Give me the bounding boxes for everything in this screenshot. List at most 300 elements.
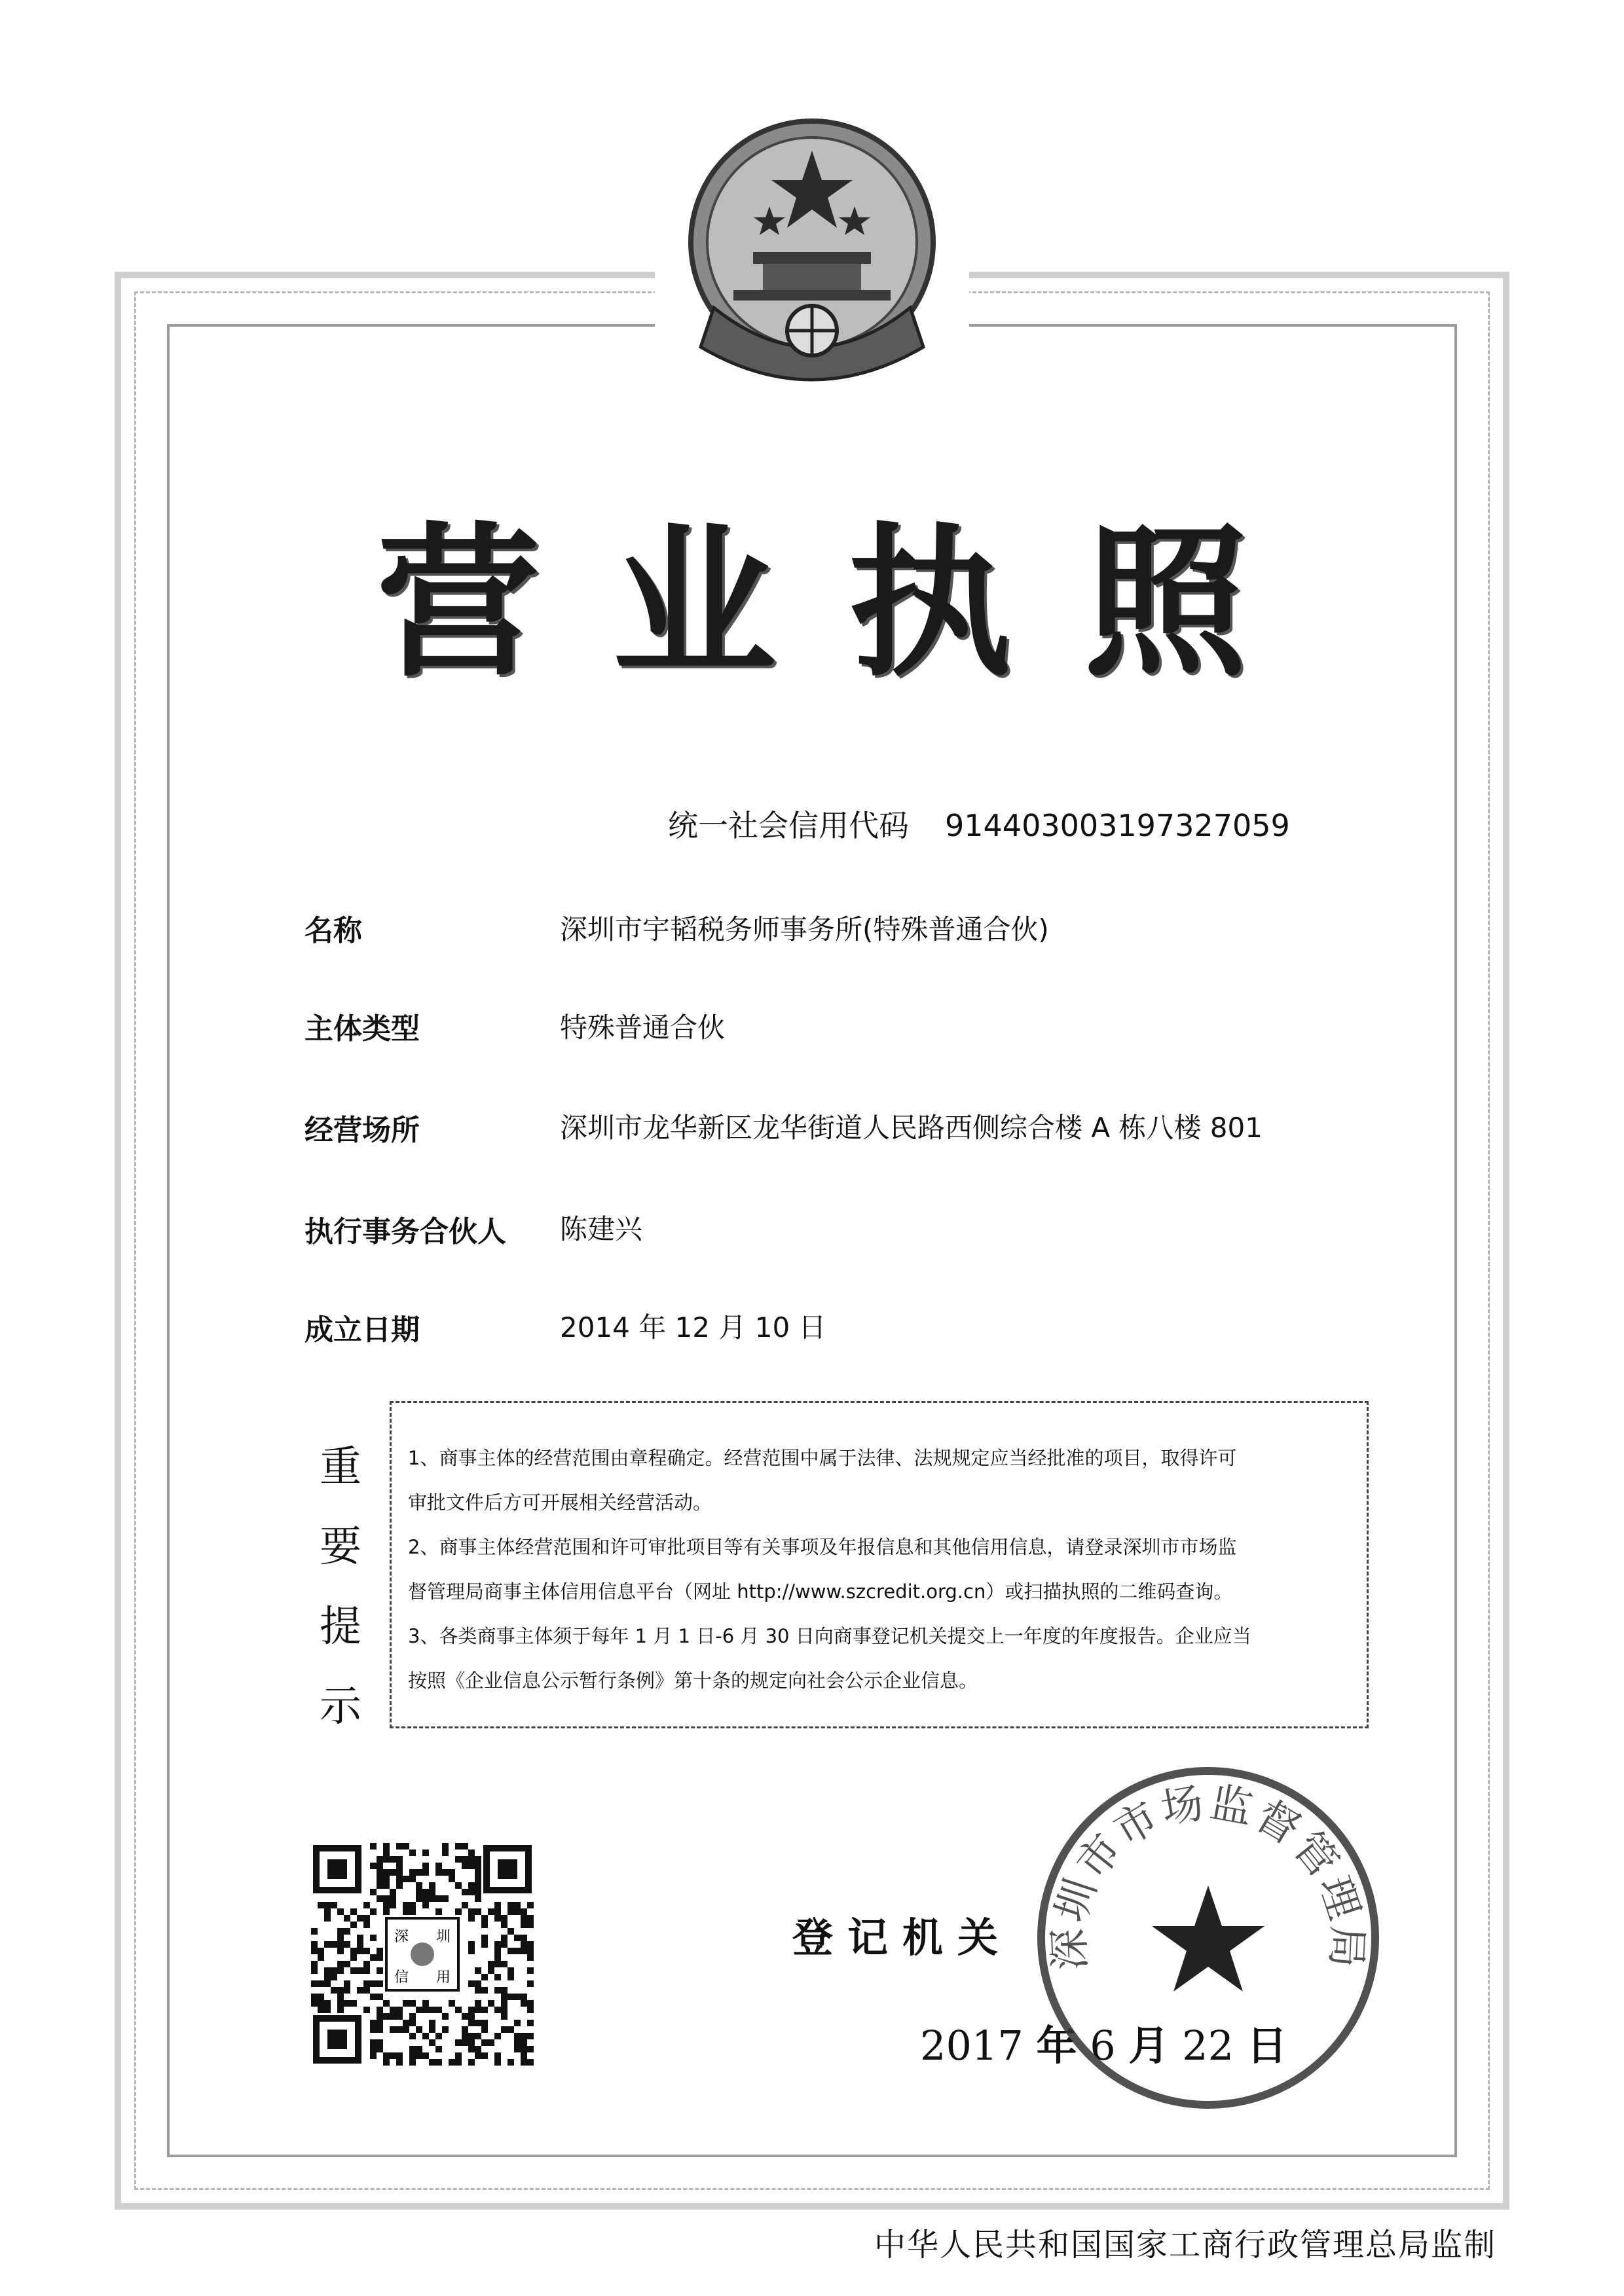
qr-module — [377, 1856, 383, 1863]
qr-module — [429, 2020, 435, 2026]
qr-module — [324, 1941, 331, 1948]
qr-module — [501, 1987, 507, 1994]
document-title: 营业执照 — [377, 506, 1320, 699]
qr-module — [468, 2013, 475, 2020]
qr-center-char: 圳 — [435, 1929, 451, 1945]
qr-module — [514, 1902, 521, 1908]
qr-module — [521, 2033, 527, 2039]
qr-module — [357, 1948, 363, 1954]
qr-module — [403, 1908, 409, 1915]
qr-module — [507, 2059, 514, 2066]
registration-year: 2017 — [920, 2022, 1024, 2069]
qr-module — [331, 1941, 337, 1948]
qr-module — [344, 1961, 350, 1967]
notice-heading-char: 示 — [320, 1683, 361, 1731]
qr-module — [396, 1876, 403, 1882]
qr-module — [468, 1908, 475, 1915]
qr-module — [370, 2039, 377, 2046]
qr-module — [475, 1889, 481, 1895]
qr-module — [409, 1908, 416, 1915]
qr-module — [377, 1895, 383, 1902]
qr-module — [481, 2026, 488, 2033]
qr-center-char: 深 — [394, 1929, 409, 1945]
field-label-business-address: 经营场所 — [304, 1114, 420, 1147]
qr-module — [363, 1987, 370, 1994]
qr-module — [429, 1895, 435, 1902]
qr-module — [521, 2046, 527, 2052]
qr-module — [468, 2033, 475, 2039]
qr-module — [435, 1895, 442, 1902]
qr-module — [324, 1974, 331, 1980]
qr-module — [409, 2046, 416, 2052]
qr-module — [390, 1869, 396, 1876]
qr-code-icon[interactable] — [311, 1843, 534, 2066]
qr-module — [501, 1994, 507, 2000]
qr-module — [455, 1908, 462, 1915]
credit-code-label: 统一社会信用代码 — [668, 808, 909, 843]
qr-module — [383, 1843, 390, 1850]
qr-module — [396, 2026, 403, 2033]
qr-module — [403, 2000, 409, 2007]
qr-module — [324, 1980, 331, 1987]
qr-module — [514, 2039, 521, 2046]
qr-module — [449, 2000, 455, 2007]
qr-module — [527, 1954, 534, 1961]
qr-module — [429, 2039, 435, 2046]
qr-module — [363, 1948, 370, 1954]
registration-day: 22 — [1182, 2022, 1234, 2069]
qr-module — [481, 1935, 488, 1941]
qr-module — [527, 1948, 534, 1954]
qr-module — [494, 1987, 501, 1994]
qr-module — [409, 2059, 416, 2066]
qr-module — [409, 1869, 416, 1876]
credit-code-line — [668, 802, 1290, 845]
qr-module — [494, 2052, 501, 2059]
qr-module — [370, 1843, 377, 1850]
qr-module — [403, 2020, 409, 2026]
qr-module — [494, 1954, 501, 1961]
notice-heading — [318, 1427, 363, 1747]
qr-module — [370, 2020, 377, 2026]
footer-supervision: 中华人民共和国国家工商行政管理总局监制 — [874, 2227, 1497, 2263]
qr-module — [449, 1876, 455, 1882]
qr-module — [501, 2026, 507, 2033]
qr-module — [527, 1915, 534, 1922]
qr-module — [311, 1961, 318, 1967]
qr-module — [409, 2013, 416, 2020]
qr-module — [383, 1876, 390, 1882]
qr-module — [481, 2007, 488, 2013]
qr-module — [494, 1948, 501, 1954]
qr-module — [455, 2007, 462, 2013]
field-label-name: 名称 — [304, 914, 362, 947]
qr-module — [449, 2059, 455, 2066]
qr-module — [475, 1967, 481, 1974]
qr-module — [475, 1863, 481, 1869]
qr-module — [318, 1980, 324, 1987]
qr-module — [396, 1863, 403, 1869]
qr-module — [416, 1889, 422, 1895]
qr-module — [462, 2033, 468, 2039]
qr-module — [501, 1915, 507, 1922]
qr-module — [475, 2000, 481, 2007]
qr-module — [475, 2033, 481, 2039]
qr-module — [429, 1882, 435, 1889]
qr-module — [481, 1987, 488, 1994]
qr-module — [409, 1876, 416, 1882]
qr-module — [422, 1902, 429, 1908]
qr-module — [468, 1889, 475, 1895]
qr-module — [383, 2000, 390, 2007]
qr-module — [462, 2026, 468, 2033]
qr-module — [370, 1863, 377, 1869]
notice-heading-char: 提 — [320, 1603, 361, 1651]
qr-module — [383, 2059, 390, 2066]
qr-module — [383, 1882, 390, 1889]
qr-module — [468, 2059, 475, 2066]
qr-module — [468, 2039, 475, 2046]
qr-module — [331, 1967, 337, 1974]
qr-module — [455, 2052, 462, 2059]
qr-module — [344, 2000, 350, 2007]
qr-module — [527, 1980, 534, 1987]
qr-module — [435, 2033, 442, 2039]
qr-module — [416, 1869, 422, 1876]
qr-module — [488, 2039, 494, 2046]
qr-module — [455, 2039, 462, 2046]
qr-module — [311, 1994, 318, 2000]
qr-module — [521, 2039, 527, 2046]
registration-authority-label: 登记机关 — [792, 1914, 1013, 1961]
qr-module — [370, 1994, 377, 2000]
qr-module — [475, 2046, 481, 2052]
qr-module — [462, 1856, 468, 1863]
qr-module — [370, 2026, 377, 2033]
qr-module — [416, 2046, 422, 2052]
qr-module — [403, 1902, 409, 1908]
qr-module — [475, 2007, 481, 2013]
qr-module — [344, 1928, 350, 1935]
qr-module — [422, 2007, 429, 2013]
qr-module — [377, 1876, 383, 1882]
qr-module — [507, 2026, 514, 2033]
qr-module — [468, 1882, 475, 1889]
qr-module — [507, 1902, 514, 1908]
qr-module — [494, 2059, 501, 2066]
qr-module — [370, 1954, 377, 1961]
qr-module — [311, 1967, 318, 1974]
qr-module — [337, 1908, 344, 1915]
seal-text: 深圳市市场监督管理局 — [1044, 1778, 1372, 1971]
qr-module — [494, 1902, 501, 1908]
qr-module — [521, 1948, 527, 1954]
qr-module — [514, 1908, 521, 1915]
notice-line: 1、商事主体的经营范围由章程确定。经营范围中属于法律、法规规定应当经批准的项目，取得许可 — [408, 1447, 1237, 1469]
qr-module — [422, 2000, 429, 2007]
qr-module — [435, 2007, 442, 2013]
qr-module — [435, 2059, 442, 2066]
notice-line: 按照《企业信息公示暂行条例》第十条的规定向社会公示企业信息。 — [408, 1669, 978, 1692]
qr-module — [475, 1908, 481, 1915]
qr-module — [422, 1850, 429, 1856]
qr-module — [377, 1863, 383, 1869]
qr-module — [501, 2007, 507, 2013]
qr-module — [318, 1954, 324, 1961]
qr-module — [324, 2007, 331, 2013]
qr-module — [455, 1843, 462, 1850]
qr-module — [318, 1902, 324, 1908]
qr-module — [377, 1994, 383, 2000]
qr-module — [527, 2020, 534, 2026]
qr-module — [468, 2007, 475, 2013]
qr-module — [501, 1935, 507, 1941]
qr-module — [462, 2013, 468, 2020]
qr-module — [494, 1941, 501, 1948]
notice-heading-char: 重 — [320, 1443, 361, 1491]
qr-module — [442, 1895, 449, 1902]
qr-module — [357, 1941, 363, 1948]
qr-module — [527, 2046, 534, 2052]
qr-module — [442, 1843, 449, 1850]
qr-module — [377, 2020, 383, 2026]
qr-module — [396, 2052, 403, 2059]
qr-module — [527, 1941, 534, 1948]
field-value-name: 深圳市宇韬税务师事务所(特殊普通合伙) — [560, 913, 1049, 945]
qr-module — [455, 1882, 462, 1889]
qr-module — [527, 2059, 534, 2066]
qr-center-char: 用 — [435, 1969, 451, 1986]
qr-module — [462, 2039, 468, 2046]
field-label-entity-type: 主体类型 — [304, 1012, 420, 1046]
qr-module — [416, 1895, 422, 1902]
qr-module — [416, 2007, 422, 2013]
qr-module — [429, 2026, 435, 2033]
qr-module — [318, 2007, 324, 2013]
qr-module — [521, 1922, 527, 1928]
qr-module — [337, 1935, 344, 1941]
qr-module — [475, 1882, 481, 1889]
qr-module — [363, 1961, 370, 1967]
qr-module — [363, 1902, 370, 1908]
qr-module — [311, 1941, 318, 1948]
qr-module — [396, 1856, 403, 1863]
qr-module — [468, 1915, 475, 1922]
qr-module — [514, 1994, 521, 2000]
qr-module — [370, 1980, 377, 1987]
qr-module — [481, 1915, 488, 1922]
qr-module — [501, 2000, 507, 2007]
qr-module — [337, 2000, 344, 2007]
qr-module — [409, 2000, 416, 2007]
qr-module — [350, 2000, 357, 2007]
qr-module — [527, 1902, 534, 1908]
qr-module — [337, 2007, 344, 2013]
qr-module — [370, 2046, 377, 2052]
qr-module — [390, 1895, 396, 1902]
qr-module — [462, 1889, 468, 1895]
qr-module — [449, 1869, 455, 1876]
qr-module — [475, 1980, 481, 1987]
qr-module — [357, 1915, 363, 1922]
qr-module — [311, 1948, 318, 1954]
qr-module — [514, 2046, 521, 2052]
field-label-established-date: 成立日期 — [304, 1313, 420, 1347]
qr-module — [324, 1967, 331, 1974]
qr-module — [442, 2013, 449, 2020]
qr-module — [331, 1987, 337, 1994]
qr-module — [521, 1935, 527, 1941]
qr-module — [468, 1948, 475, 1954]
qr-module — [383, 1902, 390, 1908]
qr-module — [475, 2020, 481, 2026]
qr-module — [344, 1987, 350, 1994]
qr-module — [429, 2059, 435, 2066]
qr-module — [377, 1980, 383, 1987]
qr-module — [429, 1889, 435, 1895]
notice-line: 督管理局商事主体信用信息平台（网址 http://www.szcredit.org.cn）或扫描执照的二维码查询。 — [408, 1580, 1233, 1603]
qr-module — [514, 2033, 521, 2039]
qr-module — [370, 1935, 377, 1941]
qr-module — [396, 1843, 403, 1850]
registration-month: 6 — [1090, 2022, 1116, 2069]
qr-module — [350, 1967, 357, 1974]
qr-module — [501, 2013, 507, 2020]
qr-module — [429, 2007, 435, 2013]
qr-module — [527, 2007, 534, 2013]
qr-module — [507, 1908, 514, 1915]
notice-box — [390, 1401, 1369, 1728]
qr-module — [422, 1889, 429, 1895]
qr-module — [468, 1980, 475, 1987]
qr-module — [527, 1922, 534, 1928]
field-value-entity-type: 特殊普通合伙 — [560, 1011, 726, 1044]
qr-module — [337, 1987, 344, 1994]
qr-module — [318, 1948, 324, 1954]
qr-module — [514, 1948, 521, 1954]
qr-module — [377, 1882, 383, 1889]
qr-module — [507, 1967, 514, 1974]
qr-module — [350, 1954, 357, 1961]
official-seal-icon — [1025, 1755, 1392, 2121]
qr-module — [383, 2013, 390, 2020]
qr-module — [475, 1856, 481, 1863]
qr-module — [403, 2026, 409, 2033]
qr-module — [331, 1902, 337, 1908]
qr-module — [383, 1908, 390, 1915]
qr-module — [311, 1928, 318, 1935]
qr-module — [494, 1974, 501, 1980]
qr-module — [409, 2033, 416, 2039]
qr-module — [521, 1908, 527, 1915]
qr-module — [462, 1843, 468, 1850]
qr-module — [468, 2020, 475, 2026]
qr-module — [377, 2039, 383, 2046]
qr-module — [521, 1994, 527, 2000]
qr-module — [324, 2000, 331, 2007]
qr-module — [390, 1889, 396, 1895]
qr-module — [521, 2000, 527, 2007]
qr-module — [468, 2046, 475, 2052]
qr-module — [501, 1922, 507, 1928]
qr-module — [442, 2026, 449, 2033]
qr-module — [350, 1908, 357, 1915]
qr-module — [331, 1974, 337, 1980]
qr-module — [455, 2059, 462, 2066]
qr-module — [396, 1882, 403, 1889]
qr-module — [422, 2052, 429, 2059]
qr-module — [390, 2026, 396, 2033]
qr-module — [494, 1908, 501, 1915]
qr-module — [377, 2007, 383, 2013]
qr-module — [370, 2052, 377, 2059]
qr-module — [383, 1856, 390, 1863]
qr-module — [377, 1948, 383, 1954]
qr-module — [462, 1902, 468, 1908]
qr-module — [514, 1935, 521, 1941]
qr-module — [442, 1869, 449, 1876]
registration-day-unit: 日 — [1246, 2022, 1287, 2069]
qr-module — [344, 1915, 350, 1922]
qr-module — [475, 1876, 481, 1882]
qr-module — [363, 1922, 370, 1928]
qr-module — [416, 2052, 422, 2059]
qr-module — [481, 1974, 488, 1980]
qr-module — [468, 1863, 475, 1869]
qr-module — [514, 2020, 521, 2026]
qr-module — [363, 1915, 370, 1922]
field-label-executive-partner: 执行事务合伙人 — [304, 1215, 506, 1248]
qr-module — [481, 1922, 488, 1928]
qr-module — [475, 2052, 481, 2059]
qr-module — [344, 1980, 350, 1987]
qr-module — [442, 1850, 449, 1856]
qr-module — [337, 1994, 344, 2000]
qr-module — [422, 2033, 429, 2039]
qr-module — [363, 2007, 370, 2013]
qr-module — [324, 1908, 331, 1915]
qr-module — [422, 1863, 429, 1869]
qr-module — [475, 1869, 481, 1876]
qr-module — [494, 2033, 501, 2039]
qr-module — [462, 1863, 468, 1869]
qr-module — [468, 1941, 475, 1948]
qr-module — [416, 1882, 422, 1889]
qr-module — [357, 1967, 363, 1974]
notice-line: 2、商事主体经营范围和许可审批项目等有关事项及年报信息和其他信用信息，请登录深圳市市场监 — [408, 1536, 1237, 1558]
qr-module — [377, 1954, 383, 1961]
qr-module — [422, 1869, 429, 1876]
qr-module — [383, 1850, 390, 1856]
qr-module — [403, 1876, 409, 1882]
qr-module — [390, 2007, 396, 2013]
qr-module — [521, 2059, 527, 2066]
qr-module — [363, 1967, 370, 1974]
qr-module — [324, 1915, 331, 1922]
notice-heading-char: 要 — [320, 1523, 361, 1571]
qr-module — [377, 1869, 383, 1876]
qr-module — [475, 1895, 481, 1902]
national-emblem-icon — [655, 111, 969, 426]
qr-module — [344, 1941, 350, 1948]
qr-module — [521, 1941, 527, 1948]
qr-module — [501, 1941, 507, 1948]
qr-module — [481, 2052, 488, 2059]
qr-module — [468, 1850, 475, 1856]
qr-module — [409, 1902, 416, 1908]
qr-module — [488, 1961, 494, 1967]
qr-module — [494, 2007, 501, 2013]
